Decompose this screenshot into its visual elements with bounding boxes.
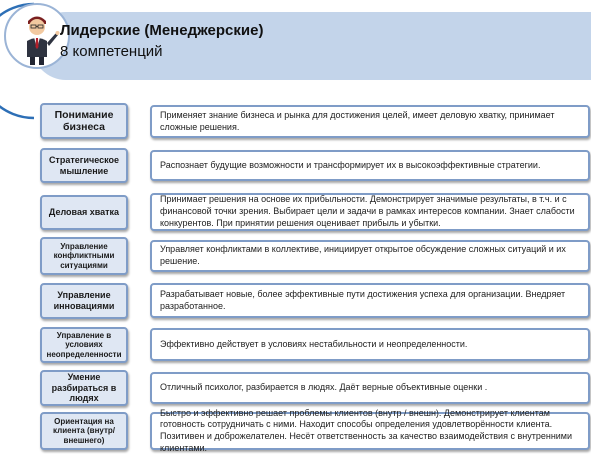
businessman-icon: [6, 5, 68, 67]
competency-description: Управляет конфликтами в коллективе, инициирует открытое обсуждение сложных ситуаций и их решение.: [150, 240, 590, 272]
competency-description: Принимает решения на основе их прибыльности. Демонстрирует значимые результаты, в т.ч. и с финансовой точки зрения. Выбирает цели и задачи в рамках интересов компании. Знает слабости конкурентов. При принятии решения оценивает прибыль и убытки.: [150, 193, 590, 231]
page-subtitle: 8 компетенций: [60, 43, 163, 60]
competency-label: Управление конфликтными ситуациями: [40, 237, 128, 275]
competency-description: Быстро и эффективно решает проблемы клиентов (внутр / внешн). Демонстрирует клиентам готовность сотрудничать с ними. Находит способы определения удовлетворённости клиента. Позитивен и доброжелателен. Несёт ответственность за качество взаимодействия с внутренними клиентами.: [150, 412, 590, 450]
competency-label: Умение разбираться в людях: [40, 370, 128, 406]
competency-description: Распознает будущие возможности и трансформирует их в высокоэффективные стратегии.: [150, 150, 590, 181]
competency-label: Управление инновациями: [40, 283, 128, 319]
competency-description: Разрабатывает новые, более эффективные пути достижения успеха для организации. Внедряет разработанное.: [150, 283, 590, 318]
competency-description: Отличный психолог, разбирается в людях. Даёт верные объективные оценки .: [150, 372, 590, 404]
competency-label: Стратегическое мышление: [40, 148, 128, 183]
competency-label: Ориентация на клиента (внутр/внешнего): [40, 412, 128, 450]
competency-label: Понимание бизнеса: [40, 103, 128, 139]
page-title: Лидерские (Менеджерские): [60, 22, 264, 39]
competency-label: Деловая хватка: [40, 195, 128, 230]
competency-description: Эффективно действует в условиях нестабильности и неопределенности.: [150, 328, 590, 361]
competency-label: Управление в условиях неопределенности: [40, 327, 128, 363]
competency-description: Применяет знание бизнеса и рынка для достижения целей, имеет деловую хватку, принимает сложные решения.: [150, 105, 590, 138]
